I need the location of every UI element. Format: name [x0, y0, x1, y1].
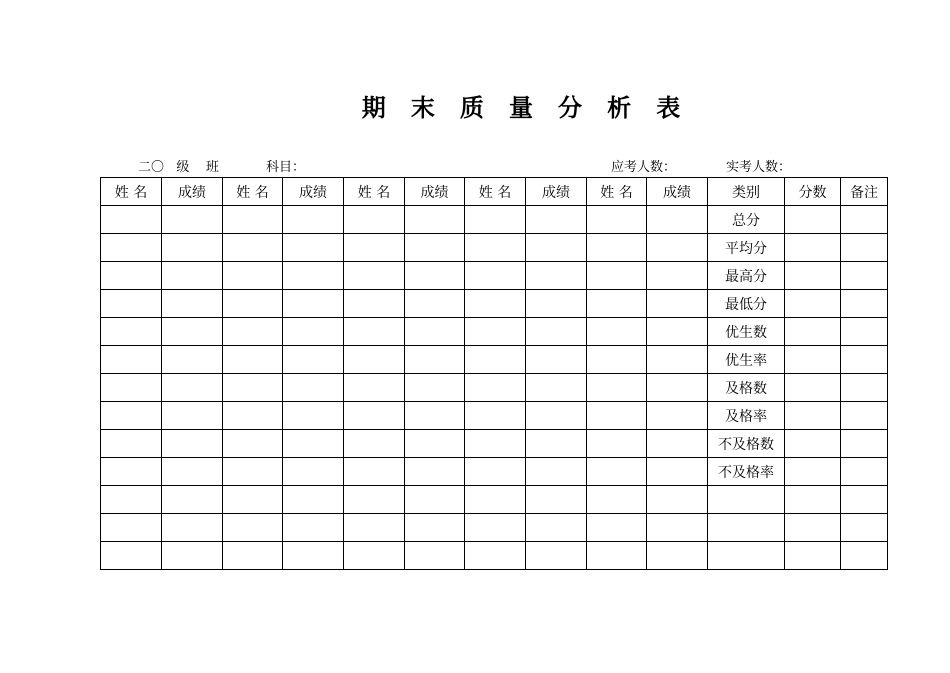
table-cell[interactable]: [162, 514, 223, 542]
table-cell[interactable]: [405, 486, 465, 514]
table-cell[interactable]: [785, 290, 841, 318]
page-title: 期 末 质 量 分 析 表: [361, 94, 681, 122]
table-cell[interactable]: [647, 430, 708, 458]
table-cell[interactable]: [162, 542, 223, 570]
table-cell[interactable]: [101, 346, 162, 374]
table-cell[interactable]: [405, 234, 465, 262]
table-cell[interactable]: [526, 234, 587, 262]
table-cell[interactable]: [101, 290, 162, 318]
analysis-table: [100, 177, 888, 570]
table-cell[interactable]: [587, 290, 647, 318]
table-cell[interactable]: [223, 234, 283, 262]
table-cell[interactable]: [841, 262, 888, 290]
table-cell[interactable]: [344, 346, 405, 374]
table-cell[interactable]: [101, 206, 162, 234]
table-cell[interactable]: [587, 542, 647, 570]
table-cell[interactable]: [587, 206, 647, 234]
table-cell[interactable]: [526, 290, 587, 318]
table-cell[interactable]: [101, 318, 162, 346]
table-cell[interactable]: [841, 234, 888, 262]
table-cell[interactable]: [841, 374, 888, 402]
table-row: [101, 318, 888, 346]
table-cell[interactable]: [465, 206, 526, 234]
column-header: 姓 名: [223, 178, 283, 206]
table-cell[interactable]: [101, 374, 162, 402]
table-cell[interactable]: [465, 486, 526, 514]
table-cell[interactable]: [526, 374, 587, 402]
table-cell[interactable]: [526, 262, 587, 290]
table-cell[interactable]: [283, 402, 344, 430]
table-cell[interactable]: [223, 542, 283, 570]
table-cell[interactable]: [162, 486, 223, 514]
table-cell[interactable]: [101, 430, 162, 458]
table-row: [101, 346, 888, 374]
table-cell[interactable]: [526, 430, 587, 458]
category-cell: [708, 514, 785, 542]
table-cell[interactable]: [526, 514, 587, 542]
table-cell[interactable]: [162, 346, 223, 374]
table-cell[interactable]: [101, 262, 162, 290]
table-cell[interactable]: [101, 458, 162, 486]
table-cell[interactable]: [587, 514, 647, 542]
table-cell[interactable]: [465, 262, 526, 290]
table-cell[interactable]: [587, 318, 647, 346]
table-cell[interactable]: [405, 458, 465, 486]
table-cell[interactable]: [647, 542, 708, 570]
table-cell[interactable]: [405, 514, 465, 542]
table-cell[interactable]: [162, 290, 223, 318]
table-cell[interactable]: [647, 402, 708, 430]
actual-count-label: 实考人数：: [726, 160, 792, 175]
table-cell[interactable]: [223, 262, 283, 290]
table-cell[interactable]: [283, 514, 344, 542]
table-cell[interactable]: [223, 290, 283, 318]
table-cell[interactable]: [223, 486, 283, 514]
column-header: 成绩: [405, 178, 465, 206]
table-cell[interactable]: [223, 458, 283, 486]
table-cell[interactable]: [465, 458, 526, 486]
table-cell[interactable]: [223, 514, 283, 542]
table-cell[interactable]: [785, 458, 841, 486]
grade-class-label: 二〇 级 班: [138, 160, 219, 175]
column-header: 成绩: [162, 178, 223, 206]
table-cell[interactable]: [405, 346, 465, 374]
column-header: 姓 名: [344, 178, 405, 206]
category-cell: 平均分: [708, 234, 785, 262]
table-cell[interactable]: [223, 206, 283, 234]
table-cell[interactable]: [526, 542, 587, 570]
column-header: 成绩: [647, 178, 708, 206]
table-cell[interactable]: [785, 430, 841, 458]
table-header-row: [101, 178, 888, 206]
table-cell[interactable]: [405, 262, 465, 290]
table-cell[interactable]: [344, 542, 405, 570]
table-cell[interactable]: [841, 514, 888, 542]
table-cell[interactable]: [587, 346, 647, 374]
expected-count-label: 应考人数：: [611, 160, 677, 175]
table-cell[interactable]: [841, 486, 888, 514]
table-cell[interactable]: [283, 290, 344, 318]
table-cell[interactable]: [405, 206, 465, 234]
category-cell: 最低分: [708, 290, 785, 318]
table-cell[interactable]: [587, 234, 647, 262]
table-cell[interactable]: [526, 458, 587, 486]
table-cell[interactable]: [785, 374, 841, 402]
table-cell[interactable]: [465, 290, 526, 318]
column-header: 姓 名: [465, 178, 526, 206]
table-cell[interactable]: [465, 318, 526, 346]
table-cell[interactable]: [344, 290, 405, 318]
table-cell[interactable]: [526, 206, 587, 234]
table-row: [101, 206, 888, 234]
table-cell[interactable]: [647, 458, 708, 486]
table-cell[interactable]: [841, 402, 888, 430]
category-cell: [708, 542, 785, 570]
table-cell[interactable]: [101, 514, 162, 542]
table-cell[interactable]: [785, 542, 841, 570]
table-cell[interactable]: [785, 514, 841, 542]
table-cell[interactable]: [587, 430, 647, 458]
table-cell[interactable]: [283, 346, 344, 374]
table-cell[interactable]: [283, 234, 344, 262]
table-cell[interactable]: [344, 430, 405, 458]
table-cell[interactable]: [465, 542, 526, 570]
column-header: 成绩: [283, 178, 344, 206]
table-cell[interactable]: [647, 234, 708, 262]
table-row: [101, 290, 888, 318]
table-cell[interactable]: [526, 402, 587, 430]
table-cell[interactable]: [465, 234, 526, 262]
table-cell[interactable]: [785, 206, 841, 234]
column-header: 类别: [708, 178, 785, 206]
table-cell[interactable]: [647, 486, 708, 514]
table-cell[interactable]: [587, 402, 647, 430]
table-cell[interactable]: [162, 430, 223, 458]
table-cell[interactable]: [405, 430, 465, 458]
table-row: [101, 542, 888, 570]
table-row: [101, 402, 888, 430]
table-cell[interactable]: [283, 458, 344, 486]
table-cell[interactable]: [344, 318, 405, 346]
table-cell[interactable]: [283, 486, 344, 514]
table-cell[interactable]: [223, 346, 283, 374]
table-cell[interactable]: [405, 374, 465, 402]
table-cell[interactable]: [587, 262, 647, 290]
table-cell[interactable]: [344, 374, 405, 402]
table-cell[interactable]: [465, 402, 526, 430]
table-cell[interactable]: [647, 262, 708, 290]
table-cell[interactable]: [283, 374, 344, 402]
table-cell[interactable]: [785, 262, 841, 290]
category-cell: 不及格率: [708, 458, 785, 486]
table-cell[interactable]: [162, 234, 223, 262]
table-cell[interactable]: [283, 206, 344, 234]
column-header: 备注: [841, 178, 888, 206]
table-cell[interactable]: [587, 374, 647, 402]
table-cell[interactable]: [162, 262, 223, 290]
table-cell[interactable]: [162, 374, 223, 402]
table-cell[interactable]: [465, 514, 526, 542]
table-cell[interactable]: [405, 402, 465, 430]
table-cell[interactable]: [465, 430, 526, 458]
column-header: 姓 名: [587, 178, 647, 206]
table-cell[interactable]: [223, 318, 283, 346]
column-header: 成绩: [526, 178, 587, 206]
table-cell[interactable]: [841, 206, 888, 234]
category-cell: 不及格数: [708, 430, 785, 458]
category-cell: 优生率: [708, 346, 785, 374]
table-cell[interactable]: [101, 234, 162, 262]
table-cell[interactable]: [841, 318, 888, 346]
table-cell[interactable]: [841, 290, 888, 318]
table-cell[interactable]: [101, 542, 162, 570]
table-cell[interactable]: [465, 374, 526, 402]
table-cell[interactable]: [647, 318, 708, 346]
table-cell[interactable]: [647, 206, 708, 234]
table-cell[interactable]: [283, 318, 344, 346]
table-row: [101, 262, 888, 290]
table-cell[interactable]: [283, 542, 344, 570]
table-cell[interactable]: [841, 542, 888, 570]
table-cell[interactable]: [344, 262, 405, 290]
table-row: [101, 486, 888, 514]
table-cell[interactable]: [223, 430, 283, 458]
table-row: [101, 374, 888, 402]
category-cell: 及格率: [708, 402, 785, 430]
table-cell[interactable]: [647, 514, 708, 542]
table-cell[interactable]: [785, 346, 841, 374]
table-row: [101, 458, 888, 486]
table-cell[interactable]: [344, 206, 405, 234]
table-row: [101, 514, 888, 542]
table-cell[interactable]: [647, 290, 708, 318]
table-row: [101, 234, 888, 262]
table-cell[interactable]: [344, 486, 405, 514]
category-cell: [708, 486, 785, 514]
table-cell[interactable]: [785, 318, 841, 346]
table-cell[interactable]: [526, 486, 587, 514]
table-cell[interactable]: [344, 402, 405, 430]
table-cell[interactable]: [526, 346, 587, 374]
table-cell[interactable]: [101, 402, 162, 430]
subject-label: 科目：: [266, 160, 306, 175]
column-header: 分数: [785, 178, 841, 206]
table-row: [101, 430, 888, 458]
table-cell[interactable]: [162, 402, 223, 430]
table-cell[interactable]: [785, 402, 841, 430]
table-cell[interactable]: [647, 374, 708, 402]
table-cell[interactable]: [162, 318, 223, 346]
table-cell[interactable]: [344, 234, 405, 262]
category-cell: 总分: [708, 206, 785, 234]
table-cell[interactable]: [162, 206, 223, 234]
table-cell[interactable]: [587, 458, 647, 486]
table-cell[interactable]: [465, 346, 526, 374]
table-cell[interactable]: [283, 430, 344, 458]
table-cell[interactable]: [785, 486, 841, 514]
table-cell[interactable]: [223, 402, 283, 430]
table-cell[interactable]: [841, 458, 888, 486]
table-cell[interactable]: [223, 374, 283, 402]
table-cell[interactable]: [405, 542, 465, 570]
category-cell: 最高分: [708, 262, 785, 290]
table-cell[interactable]: [841, 430, 888, 458]
table-cell[interactable]: [283, 262, 344, 290]
table-cell[interactable]: [647, 346, 708, 374]
category-cell: 及格数: [708, 374, 785, 402]
table-cell[interactable]: [344, 514, 405, 542]
table-cell[interactable]: [101, 486, 162, 514]
column-header: 姓 名: [101, 178, 162, 206]
table-cell[interactable]: [526, 318, 587, 346]
table-cell[interactable]: [587, 486, 647, 514]
table-cell[interactable]: [785, 234, 841, 262]
table-cell[interactable]: [162, 458, 223, 486]
table-cell[interactable]: [344, 458, 405, 486]
table-cell[interactable]: [841, 346, 888, 374]
table-cell[interactable]: [405, 290, 465, 318]
table-cell[interactable]: [405, 318, 465, 346]
category-cell: 优生数: [708, 318, 785, 346]
